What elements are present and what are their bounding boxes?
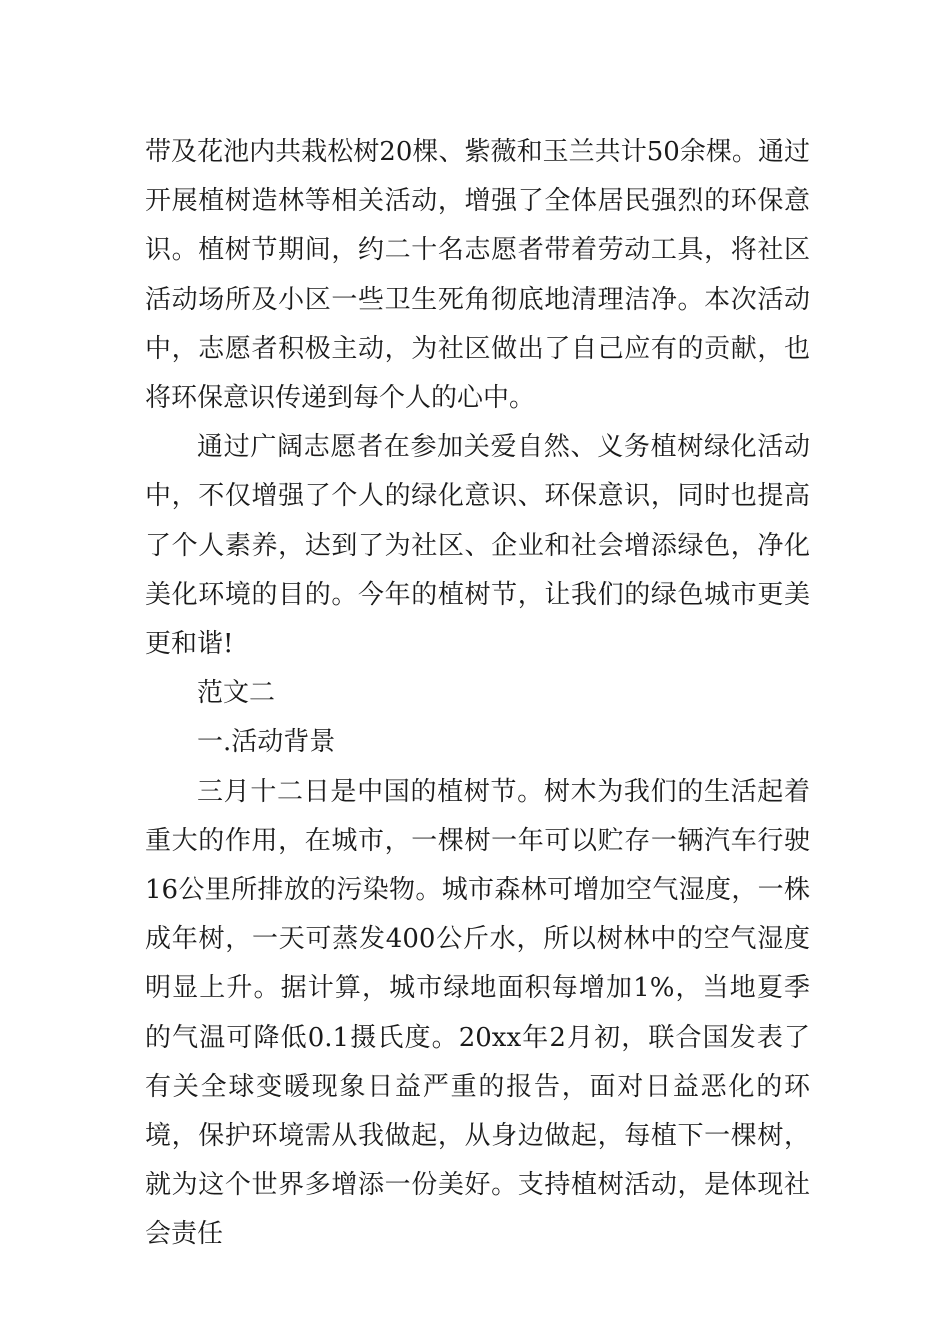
section-heading-sample-two: 范文二	[197, 678, 276, 709]
paragraph-tree-planting-summary: 带及花池内共栽松树20棵、紫薇和玉兰共计50余棵。通过开展植树造林等相关活动，增强了全体居民强烈的环保意识。植树节期间，约二十名志愿者带着劳动工具，将社区活动场所及小区一些卫生死角彻底地清理洁净。本次活动中，志愿者积极主动，为社区做出了自己应有的贡献，也将环保意识传递到每个人的心中。	[145, 137, 810, 414]
paragraph-volunteer-conclusion: 通过广阔志愿者在参加关爱自然、义务植树绿化活动中，不仅增强了个人的绿化意识、环保意识，同时也提高了个人素养，达到了为社区、企业和社会增添绿色，净化美化环境的目的。今年的植树节，让我们的绿色城市更美更和谐!	[145, 432, 810, 660]
paragraph-activity-background: 三月十二日是中国的植树节。树木为我们的生活起着重大的作用，在城市，一棵树一年可以贮存一辆汽车行驶16公里所排放的污染物。城市森林可增加空气湿度，一株成年树，一天可蒸发400公斤水，所以树林中的空气湿度明显上升。据计算，城市绿地面积每增加1%，当地夏季的气温可降低0.1摄氏度。20xx年2月初，联合国发表了有关全球变暖现象日益严重的报告，面对日益恶化的环境，保护环境需从我做起，从身边做起，每植下一棵树，就为这个世界多增添一份美好。支持植树活动，是体现社会责任	[145, 776, 810, 1250]
section-heading-activity-background: 一.活动背景	[197, 727, 336, 758]
document-body	[145, 128, 810, 1260]
